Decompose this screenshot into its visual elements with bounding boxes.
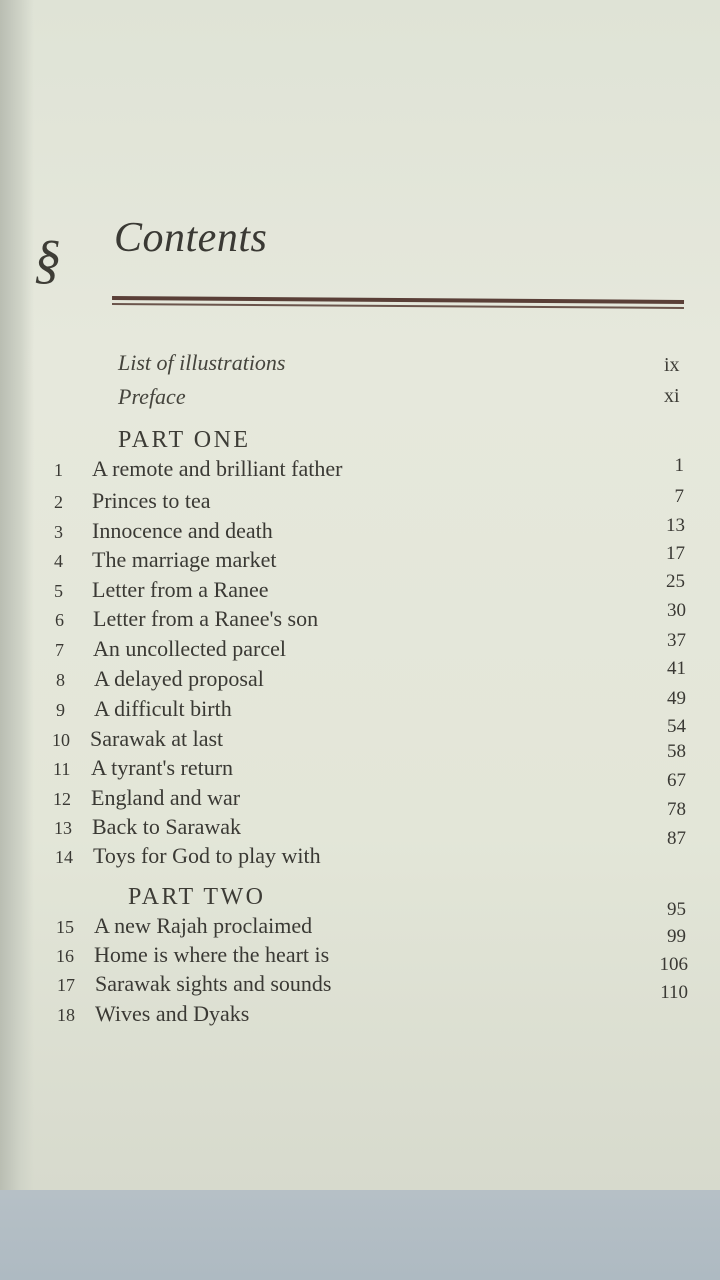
chapter-entry <box>56 696 232 722</box>
chapter-number: 15 <box>56 917 74 937</box>
chapter-entry <box>55 843 321 869</box>
chapter-number: 1 <box>54 460 63 480</box>
part-heading: PART ONE <box>118 427 251 453</box>
chapter-number: 7 <box>55 640 64 660</box>
chapter-number: 5 <box>54 581 63 601</box>
chapter-entry <box>54 547 276 573</box>
page-title: Contents <box>114 215 268 261</box>
page-number: 30 <box>667 600 686 621</box>
chapter-title: A new Rajah proclaimed <box>94 913 313 938</box>
page-number: 106 <box>659 954 688 975</box>
chapter-entry <box>55 636 286 662</box>
chapter-title: Home is where the heart is <box>94 942 330 967</box>
chapter-number: 18 <box>57 1005 75 1025</box>
part-heading: PART TWO <box>128 884 266 910</box>
page-number: 87 <box>667 828 686 849</box>
page-number: 1 <box>674 455 684 476</box>
page-number: 7 <box>674 486 684 507</box>
page-number: 49 <box>667 688 686 709</box>
chapter-entry <box>54 488 211 514</box>
chapter-number: 14 <box>55 847 73 867</box>
chapter-title: Innocence and death <box>92 518 273 543</box>
chapter-entry <box>57 971 331 997</box>
chapter-entry <box>53 785 240 811</box>
chapter-title: England and war <box>91 785 241 810</box>
page-number: 67 <box>667 770 686 791</box>
chapter-entry <box>54 814 241 840</box>
page-number: 41 <box>667 658 686 679</box>
chapter-entry <box>52 726 223 752</box>
chapter-entry <box>56 913 312 939</box>
page-number: 78 <box>667 799 686 820</box>
front-matter-item: Preface <box>118 384 186 409</box>
chapter-number: 6 <box>55 610 64 630</box>
chapter-number: 13 <box>54 818 72 838</box>
chapter-title: A difficult birth <box>94 696 232 721</box>
chapter-title: Sarawak sights and sounds <box>95 971 332 996</box>
page-number: 13 <box>666 515 685 536</box>
book-spine-shadow <box>0 0 34 1190</box>
front-matter-item: List of illustrations <box>118 350 286 375</box>
chapter-number: 17 <box>57 975 75 995</box>
chapter-title: A delayed proposal <box>94 666 264 691</box>
page-number: 99 <box>667 926 686 947</box>
chapter-entry <box>56 942 329 968</box>
chapter-entry <box>56 666 264 692</box>
chapter-number: 2 <box>54 492 63 512</box>
chapter-title: Letter from a Ranee's son <box>93 606 319 631</box>
chapter-entry <box>54 518 273 544</box>
chapter-entry <box>53 755 233 781</box>
page-number: 17 <box>666 543 685 564</box>
chapter-number: 10 <box>52 730 70 750</box>
chapter-title: Sarawak at last <box>90 726 224 751</box>
chapter-title: Wives and Dyaks <box>95 1001 250 1026</box>
chapter-entry <box>54 577 269 603</box>
front-matter-page: ix <box>664 354 680 376</box>
background-surface <box>0 1190 720 1280</box>
chapter-title: Princes to tea <box>92 488 211 513</box>
chapter-title: An uncollected parcel <box>93 636 287 661</box>
show-through-text <box>370 10 690 340</box>
chapter-title: A remote and brilliant father <box>92 456 343 481</box>
page-number: 25 <box>666 571 685 592</box>
chapter-number: 4 <box>54 551 63 571</box>
page-number: 54 <box>667 716 686 737</box>
chapter-entry <box>57 1001 249 1027</box>
page-number: 37 <box>667 630 686 651</box>
chapter-title: A tyrant's return <box>91 755 234 780</box>
chapter-number: 11 <box>53 759 71 779</box>
front-matter-page: xi <box>664 385 680 407</box>
chapter-entry <box>55 606 318 632</box>
title-rule <box>112 296 684 314</box>
chapter-number: 8 <box>56 670 65 690</box>
chapter-number: 16 <box>56 946 74 966</box>
chapter-number: 3 <box>54 522 63 542</box>
chapter-number: 9 <box>56 700 65 720</box>
page-number: 58 <box>667 741 686 762</box>
page-number: 110 <box>660 982 688 1003</box>
chapter-number: 12 <box>53 789 71 809</box>
chapter-title: Back to Sarawak <box>92 814 242 839</box>
chapter-title: Toys for God to play with <box>93 843 321 868</box>
page-number: 95 <box>667 899 686 920</box>
chapter-title: The marriage market <box>92 547 277 572</box>
chapter-entry <box>54 456 342 482</box>
chapter-title: Letter from a Ranee <box>92 577 269 602</box>
section-ornament: § <box>34 229 61 289</box>
